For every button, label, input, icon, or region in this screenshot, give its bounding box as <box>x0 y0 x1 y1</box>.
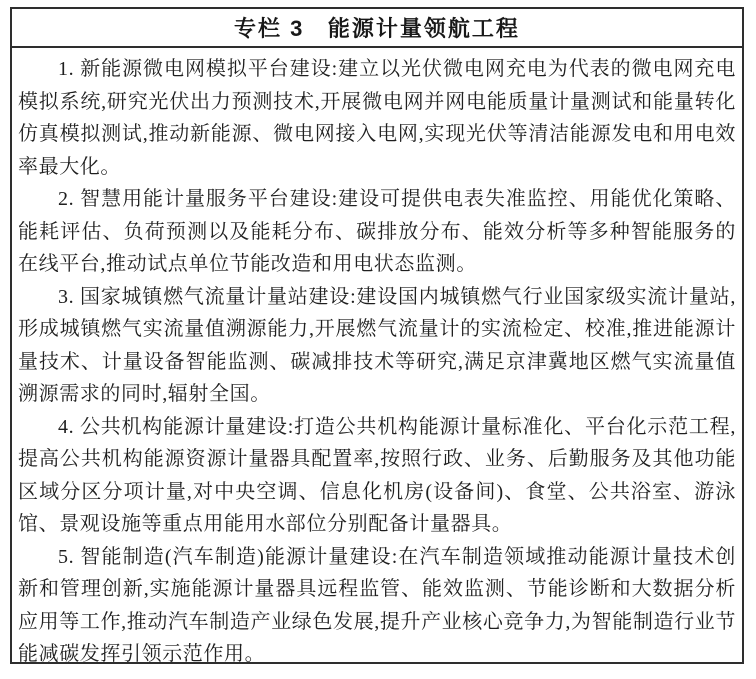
paragraph-1-new-energy-microgrid: 1. 新能源微电网模拟平台建设:建立以光伏微电网充电为代表的微电网充电模拟系统,研究光伏出力预测技术,开展微电网并网电能质量计量测试和能量转化仿真模拟测试,推动新能源、微电网接入电网,实现光伏等清洁能源发电和用电效率最大化。 <box>18 58 736 178</box>
paragraph-2-smart-energy-platform: 2. 智慧用能计量服务平台建设:建设可提供电表失准监控、用能优化策略、能耗评估、负荷预测以及能耗分布、碳排放分布、能效分析等多种智能服务的在线平台,推动试点单位节能改造和用电状态监测。 <box>18 188 736 275</box>
paragraph-5-smart-manufacturing: 5. 智能制造(汽车制造)能源计量建设:在汽车制造领域推动能源计量技术创新和管理创新,实施能源计量器具远程监管、能效监测、节能诊断和大数据分析应用等工作,推动汽车制造产业绿色发展,提升产业核心竞争力,为智能制造行业节能减碳发挥引领示范作用。 <box>18 545 736 665</box>
column-3-panel <box>10 7 744 664</box>
panel-title-prefix: 专栏 3 <box>234 16 305 41</box>
panel-body <box>12 48 742 679</box>
paragraph-3-gas-flow-station: 3. 国家城镇燃气流量计量站建设:建设国内城镇燃气行业国家级实流计量站,形成城镇燃气实流量值溯源能力,开展燃气流量计的实流检定、校准,推进能源计量技术、计量设备智能监测、碳减排技术等研究,满足京津冀地区燃气实流量值溯源需求的同时,辐射全国。 <box>18 285 736 405</box>
panel-title <box>12 9 742 48</box>
panel-title-text: 能源计量领航工程 <box>327 16 520 41</box>
paragraph-4-public-institutions: 4. 公共机构能源计量建设:打造公共机构能源计量标准化、平台化示范工程,提高公共机构能源资源计量器具配置率,按照行政、业务、后勤服务及其他功能区域分区分项计量,对中央空调、信息化机房(设备间)、食堂、公共浴室、游泳馆、景观设施等重点用能用水部位分别配备计量器具。 <box>18 415 736 535</box>
